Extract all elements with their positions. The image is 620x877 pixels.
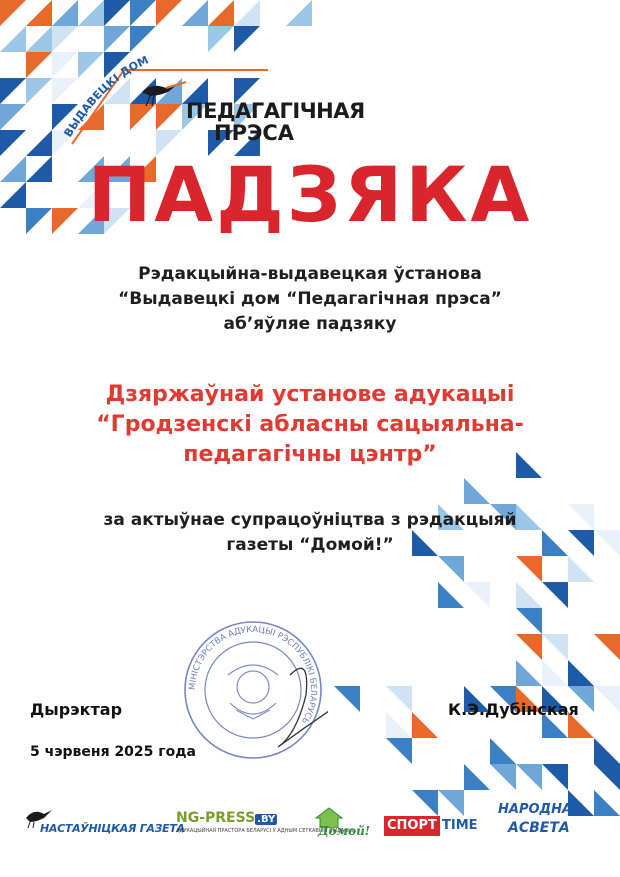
footer-logo-domoi	[312, 806, 382, 840]
decor-triangle	[234, 0, 260, 26]
decor-triangle	[26, 52, 52, 78]
decor-triangle	[52, 0, 78, 26]
decor-triangle	[386, 738, 412, 764]
reason-block	[0, 508, 620, 558]
decor-triangle	[0, 104, 26, 130]
decor-triangle	[490, 764, 516, 790]
decor-triangle	[104, 0, 130, 26]
decor-triangle	[438, 556, 464, 582]
recipient-line1: Дзяржаўнай установе адукацыі	[105, 382, 515, 407]
decor-triangle	[594, 790, 620, 816]
decor-triangle	[0, 0, 26, 26]
reason-line2: газеты “Домой!”	[226, 535, 394, 555]
footer-logo-nastaunitskaya	[22, 806, 185, 842]
asveta-text: АСВЕТА	[508, 820, 570, 836]
stork-icon	[142, 82, 186, 106]
ngpress-subtitle: АДУКАЦЫЙНАЯ ПРАСТОРА БЕЛАРУСІ Ў АДНЫМ СЕТКАВЫМ ВЫДАННІ	[176, 828, 354, 834]
decor-triangle	[26, 0, 52, 26]
decor-triangle	[0, 78, 26, 104]
signatory-name: К.Э.Дубінская	[448, 700, 579, 719]
official-seal-icon	[178, 615, 328, 765]
decor-triangle	[156, 0, 182, 26]
issuer-block	[0, 262, 620, 337]
seal-text: МІНІСТЭРСТВА АДУКАЦЫІ РЭСПУБЛІКІ БЕЛАРУСЬ	[187, 624, 319, 726]
recipient-line2: “Гродзенскі абласны сацыяльна-	[96, 412, 524, 437]
issuer-line2: “Выдавецкі дом “Педагагічная прэса”	[118, 289, 502, 309]
decor-triangle	[464, 478, 490, 504]
recipient-line3: педагагічны цэнтр”	[183, 442, 437, 467]
decor-triangle	[516, 608, 542, 634]
decor-triangle	[516, 764, 542, 790]
sport-text: СПОРТ	[384, 816, 440, 836]
decor-triangle	[464, 764, 490, 790]
decor-triangle	[516, 556, 542, 582]
decor-triangle	[130, 0, 156, 26]
time-text: TIME	[442, 818, 478, 833]
decor-triangle	[594, 686, 620, 712]
decor-triangle	[78, 0, 104, 26]
decor-triangle	[334, 686, 360, 712]
decor-triangle	[594, 634, 620, 660]
decor-triangle	[0, 26, 26, 52]
decor-triangle	[386, 712, 412, 738]
decor-triangle	[542, 764, 568, 790]
decor-triangle	[438, 790, 464, 816]
publisher-logo	[58, 48, 365, 148]
decor-triangle	[464, 582, 490, 608]
decor-triangle	[542, 660, 568, 686]
logo-line2: ПРЭСА	[214, 121, 295, 145]
decor-triangle	[516, 660, 542, 686]
decor-triangle	[438, 582, 464, 608]
certificate-title: ПАДЗЯКА	[87, 150, 533, 239]
decor-triangle	[594, 738, 620, 764]
decor-triangle	[412, 712, 438, 738]
issuer-line1: Рэдакцыйна-выдавецкая ўстанова	[138, 264, 482, 284]
decor-triangle	[516, 582, 542, 608]
decor-triangle	[568, 556, 594, 582]
decor-triangle	[286, 0, 312, 26]
logo-line1: ПЕДАГАГІЧНАЯ	[186, 99, 365, 123]
decor-triangle	[412, 790, 438, 816]
footer-logo-nastaunitskaya-text: НАСТАЎНІЦКАЯ ГАЗЕТА	[40, 822, 185, 835]
decor-triangle	[208, 0, 234, 26]
issuer-line3: аб’яўляе падзяку	[223, 314, 397, 334]
ngpress-domain: .BY	[257, 814, 276, 825]
reason-line1: за актыўнае супрацоўніцтва з рэдакцыяй	[103, 510, 517, 530]
certificate-date: 5 чэрвеня 2025 года	[30, 744, 196, 760]
footer-logo-narodnaya-asveta	[494, 800, 594, 844]
decor-triangle	[542, 582, 568, 608]
decor-triangle	[26, 78, 52, 104]
logo-arc-text: ВЫДАВЕЦКІ ДОМ	[61, 53, 151, 140]
decor-triangle	[386, 686, 412, 712]
decor-triangle	[26, 26, 52, 52]
ngpress-text: NG-PRESS	[176, 810, 256, 826]
decor-triangle	[490, 738, 516, 764]
footer-logo-sporttime	[384, 816, 480, 838]
footer-logo-domoi-text: Домой!	[318, 824, 371, 838]
decor-triangle	[516, 634, 542, 660]
decor-triangle	[542, 634, 568, 660]
decor-triangle	[182, 0, 208, 26]
recipient-block	[0, 380, 620, 470]
decor-triangle	[594, 764, 620, 790]
narodnaya-text: НАРОДНАЯ	[498, 802, 583, 817]
decor-triangle	[568, 660, 594, 686]
signatory-position: Дырэктар	[30, 700, 123, 719]
